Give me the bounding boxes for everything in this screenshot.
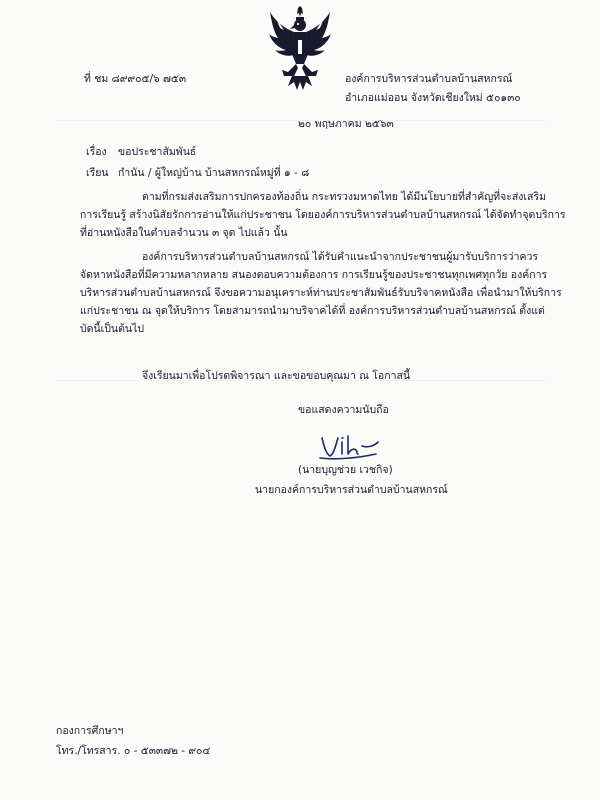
contact-phone: โทร./โทรสาร. ๐ - ๕๓๓๗๒ - ๙๐๔	[56, 745, 211, 757]
letter-date: ๒๐ พฤษภาคม ๒๕๖๓	[298, 118, 394, 130]
department-name: กองการศึกษาฯ	[56, 725, 124, 737]
subject-text: ขอประชาสัมพันธ์	[118, 146, 197, 158]
body-paragraph-2-line-5: บัดนี้เป็นต้นไป	[80, 323, 145, 335]
body-paragraph-2-line-4: แก่ประชาชน ณ จุดให้บริการ โดยสามารถนำมาบริจาคได้ที่ องค์การบริหารส่วนตำบลบ้านสหกรณ์ ตั้งแต่	[80, 305, 545, 317]
organization-name: องค์การบริหารส่วนตำบลบ้านสหกรณ์	[345, 73, 513, 85]
recipient-label: เรียน	[86, 167, 109, 179]
recipient-text: กำนัน / ผู้ใหญ่บ้าน บ้านสหกรณ์หมู่ที่ ๑ - ๘	[118, 167, 310, 179]
subject-label: เรื่อง	[86, 146, 107, 158]
reference-number: ที่ ชม ๘๙๙๐๕/๖ ๗๕๓	[84, 73, 187, 85]
closing-request: จึงเรียนมาเพื่อโปรดพิจารณา และขอขอบคุณมา ณ โอกาสนี้	[142, 370, 411, 382]
body-paragraph-2-line-3: บริหารส่วนตำบลบ้านสหกรณ์ จึงขอความอนุเคราะห์ท่านประชาสัมพันธ์รับบริจาคหนังสือ เพื่อนำมาให้บริการ	[80, 287, 562, 299]
body-paragraph-1-line-1: ตามที่กรมส่งเสริมการปกครองท้องถิ่น กระทรวงมหาดไทย ได้มีนโยบายที่สำคัญที่จะส่งเสริม	[142, 191, 546, 203]
garuda-emblem-icon	[268, 6, 332, 92]
signer-title: นายกองค์การบริหารส่วนตำบลบ้านสหกรณ์	[255, 484, 448, 496]
body-paragraph-2-line-2: จัดหาหนังสือที่มีความหลากหลาย สนองตอบความต้องการ การเรียนรู้ของประชาชนทุกเพศทุกวัย องค์การ	[80, 269, 548, 281]
organization-address: อำเภอแม่ออน จังหวัดเชียงใหม่ ๕๐๑๓๐	[345, 92, 521, 104]
body-paragraph-1-line-3: ที่อ่านหนังสือในตำบลจำนวน ๓ จุด ไปแล้ว นั้น	[80, 227, 288, 239]
signer-name: (นายบุญช่วย เวชกิจ)	[298, 464, 393, 476]
body-paragraph-2-line-1: องค์การบริหารส่วนตำบลบ้านสหกรณ์ ได้รับคำแนะนำจากประชาชนผู้มารับบริการว่าควร	[142, 251, 539, 263]
body-paragraph-1-line-2: การเรียนรู้ สร้างนิสัยรักการอ่านให้แก่ประชาชน โดยองค์การบริหารส่วนตำบลบ้านสหกรณ์ ได้จัดทำจุดบริการ	[80, 209, 566, 221]
closing-salutation: ขอแสดงความนับถือ	[298, 404, 389, 416]
handwritten-signature	[318, 432, 380, 462]
